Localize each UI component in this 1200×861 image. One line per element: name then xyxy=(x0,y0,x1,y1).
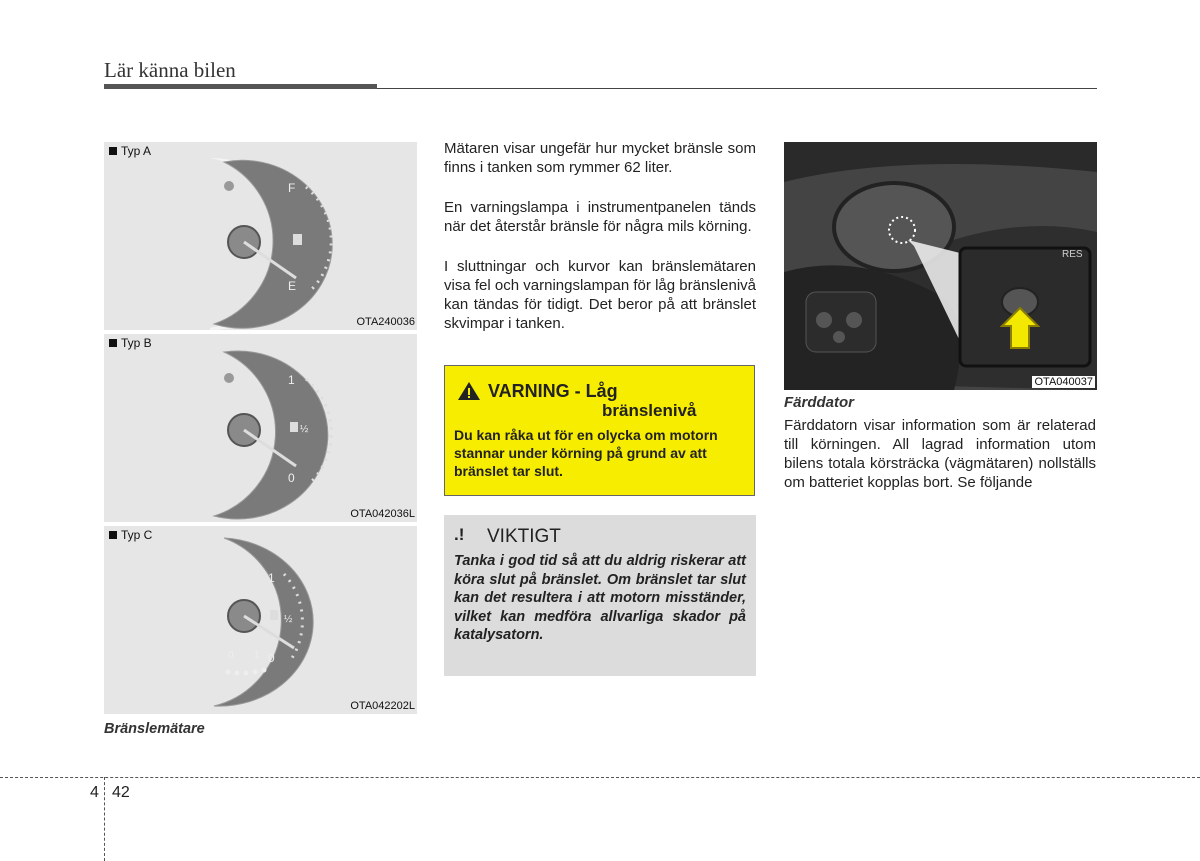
warning-triangle-icon xyxy=(457,381,481,401)
gauge-b-full-mark: 1 xyxy=(288,373,295,387)
fuel-paragraph-2: En varningslampa i instrumentpanelen tänds när det återstår bränsle för några mils körning. xyxy=(444,199,756,235)
gauge-b-label: Typ B xyxy=(109,336,152,350)
steering-wheel-photo xyxy=(784,142,1097,390)
gauge-b-half-mark: ½ xyxy=(300,424,309,435)
gauge-c-sub-zero: 0 xyxy=(228,650,234,661)
gauge-c-half-mark: ½ xyxy=(284,614,293,625)
chapter-number: 4 xyxy=(90,784,99,801)
gauge-a-label: Typ A xyxy=(109,144,151,158)
gauge-panel-c xyxy=(104,526,417,714)
gauge-a-code: OTA240036 xyxy=(356,316,415,328)
fuel-gauge-b-icon xyxy=(104,334,417,522)
footer-dashed-vertical xyxy=(104,777,105,861)
gauge-b-empty-mark: 0 xyxy=(288,471,295,485)
important-title: VIKTIGT xyxy=(487,526,561,547)
photo-code: OTA040037 xyxy=(1034,376,1093,388)
important-body: Tanka i god tid så att du aldrig riskerar att köra slut på bränslet. Om bränslet tar slut kan det resultera i att motorn misständer, vilket kan medföra allvarliga skador på katalysatorn. xyxy=(454,553,746,643)
gauge-c-sub-one: 1 xyxy=(254,650,260,661)
fuel-gauge-c-icon xyxy=(104,526,417,714)
warning-body: Du kan råka ut för en olycka om motorn stannar under körning på grund av att bränslet tar slut. xyxy=(454,427,718,479)
gauge-a-full-mark: F xyxy=(288,181,296,195)
warning-title-line2: bränslenivå xyxy=(602,401,697,420)
warning-box xyxy=(444,365,755,496)
gauge-c-empty-mark: 0 xyxy=(268,651,275,665)
section-title: Lär känna bilen xyxy=(104,58,236,82)
gauge-a-empty-mark: E xyxy=(288,279,297,293)
gauge-c-code: OTA042202L xyxy=(350,700,415,712)
gauge-c-full-mark: 1 xyxy=(268,571,275,585)
gauge-c-label: Typ C xyxy=(109,528,152,542)
gauge-b-code: OTA042036L xyxy=(350,508,415,520)
footer-dashed-rule xyxy=(0,777,1200,778)
fuel-gauge-a-icon xyxy=(104,142,417,330)
gauge-panel-a xyxy=(104,142,417,330)
page-number: 42 xyxy=(112,784,130,801)
fuel-paragraph-3: I sluttningar och kurvor kan bränslemätaren visa fel och varningslampan för låg bränslenivå kan tändas för tidigt. Det beror på att bränslet skvimpar i tanken. xyxy=(444,258,756,332)
important-box xyxy=(444,515,756,676)
fuel-gauge-caption: Bränslemätare xyxy=(104,721,205,737)
steering-wheel-icon xyxy=(784,142,1097,390)
header-rule-thick xyxy=(104,84,377,89)
res-label: RES xyxy=(1062,249,1083,260)
exclamation-icon: .! xyxy=(454,525,465,544)
header-rule-thin xyxy=(377,88,1097,89)
trip-computer-heading: Färddator xyxy=(784,394,855,411)
trip-computer-text: Färddatorn visar information som är relaterad till körningen. All lagrad information utom bilens totala körsträcka (vägmätaren) nollställs om batteriet kopplas bort. Se följande xyxy=(784,417,1096,491)
warning-title: VARNING - Låg xyxy=(488,381,618,401)
gauge-panel-b xyxy=(104,334,417,522)
fuel-paragraph-1: Mätaren visar ungefär hur mycket bränsle som finns i tanken som rymmer 62 liter. xyxy=(444,140,756,176)
